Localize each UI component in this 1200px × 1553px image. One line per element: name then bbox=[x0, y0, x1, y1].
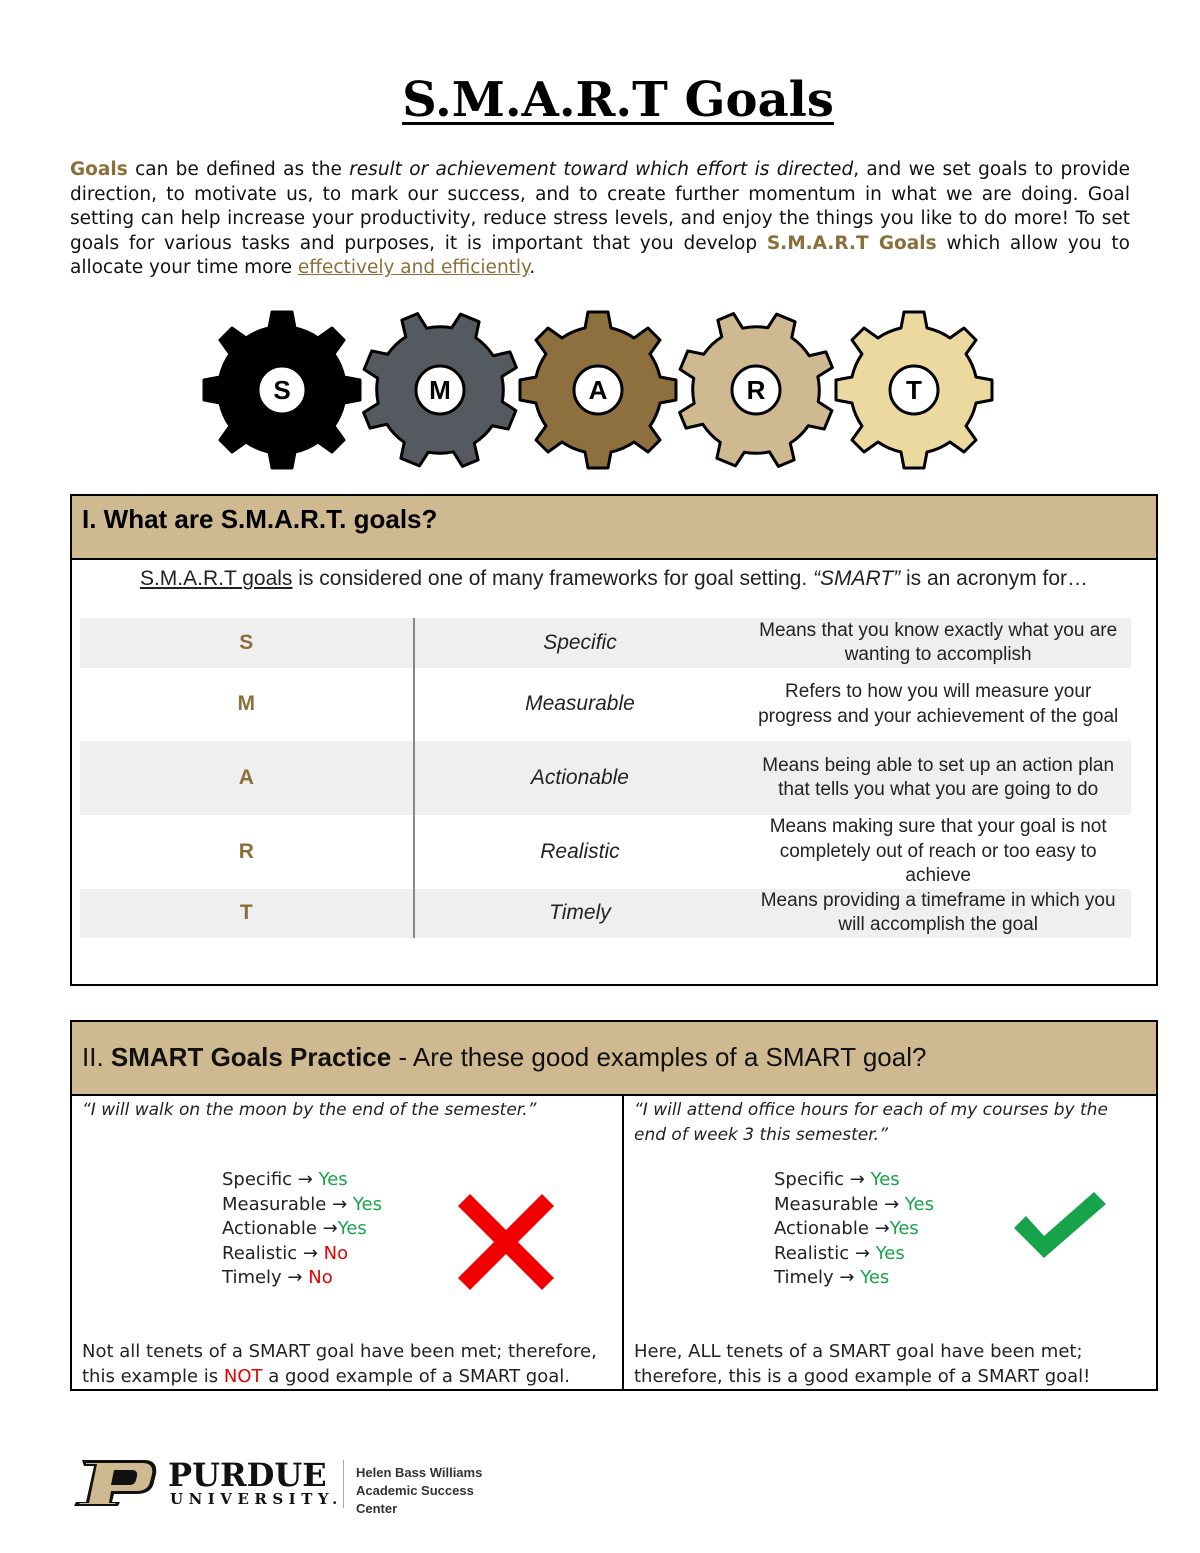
smart-acronym-table bbox=[80, 618, 1132, 938]
section-what-are-smart-goals bbox=[70, 494, 1158, 986]
row-word: Measurable bbox=[525, 692, 635, 716]
criterion-label: Timely → bbox=[774, 1267, 861, 1288]
smart-goals-term: S.M.A.R.T Goals bbox=[766, 232, 937, 254]
criterion-specific bbox=[222, 1168, 382, 1193]
criterion-value: Yes bbox=[337, 1218, 367, 1239]
table-row bbox=[80, 889, 1131, 938]
criterion-label: Realistic → bbox=[774, 1242, 876, 1264]
row-letter: A bbox=[80, 741, 414, 815]
criterion-realistic bbox=[774, 1242, 934, 1267]
gear-letter: M bbox=[429, 375, 451, 405]
intro-text: which allow you to allocate your time more bbox=[70, 232, 1131, 279]
example-quote: “I will attend office hours for each of my courses by the end of week 3 this semester.” bbox=[634, 1100, 1108, 1145]
intro-text: , and we set goals to provide direction, to motivate us, to mark our success, and to create further momentum in what we are doing. Goal setting can help increase your productivity, reduce stress levels, and enjoy the things you like to do more! To set goals for various tasks and purposes, it is important that you develop bbox=[70, 159, 1130, 254]
criterion-value: Yes bbox=[904, 1193, 934, 1215]
lead-italic: “SMART” bbox=[813, 567, 901, 590]
purdue-wordmark: PURDUE bbox=[168, 1456, 327, 1494]
example-conclusion bbox=[82, 1340, 614, 1389]
logo-divider bbox=[343, 1460, 344, 1508]
gear-letter: R bbox=[746, 375, 766, 405]
criteria-list bbox=[222, 1168, 382, 1291]
row-letter: R bbox=[80, 815, 414, 889]
intro-text: . bbox=[529, 257, 536, 279]
green-check-icon bbox=[1010, 1192, 1110, 1262]
row-description: Means making sure that your goal is not completely out of reach or too easy to achieve bbox=[769, 816, 1107, 886]
criterion-timely bbox=[222, 1266, 382, 1291]
criterion-label: Timely → bbox=[222, 1267, 309, 1288]
conclusion-text: Not all tenets of a SMART goal have been met; therefore, this example is bbox=[82, 1341, 597, 1387]
goals-term: Goals bbox=[70, 159, 128, 180]
row-description: Refers to how you will measure your progress and your achievement of the goal bbox=[758, 681, 1119, 727]
page-title: S.M.A.R.T Goals bbox=[402, 72, 834, 128]
example-good bbox=[624, 1096, 1156, 1391]
table-row bbox=[80, 741, 1131, 815]
row-description: Means being able to set up an action plan that tells you what you are going to do bbox=[745, 741, 1131, 815]
heading-bold: SMART Goals Practice bbox=[110, 1042, 392, 1072]
conclusion-not: NOT bbox=[223, 1365, 263, 1387]
gear-letter: S bbox=[273, 375, 291, 405]
efficiency-link[interactable]: effectively and efficiently bbox=[297, 257, 530, 279]
lead-term: S.M.A.R.T goals bbox=[139, 567, 293, 590]
row-description: Means providing a timeframe in which you will accomplish the goal bbox=[745, 889, 1131, 938]
criterion-value: Yes bbox=[870, 1169, 900, 1190]
criterion-measurable bbox=[774, 1193, 934, 1218]
row-letter: T bbox=[80, 889, 414, 938]
criterion-label: Specific → bbox=[774, 1169, 871, 1190]
gear-letter: A bbox=[588, 375, 608, 405]
criterion-value: Yes bbox=[352, 1193, 382, 1215]
row-letter: M bbox=[80, 668, 414, 741]
criterion-label: Actionable → bbox=[222, 1218, 338, 1239]
intro-paragraph bbox=[70, 158, 1130, 281]
section-2-heading bbox=[72, 1022, 1156, 1096]
criterion-label: Realistic → bbox=[222, 1242, 324, 1264]
example-quote: “I will walk on the moon by the end of the semester.” bbox=[82, 1100, 537, 1120]
center-line-1: Helen Bass Williams bbox=[356, 1465, 483, 1480]
section-smart-goals-practice bbox=[70, 1020, 1158, 1391]
criterion-value: Yes bbox=[860, 1267, 890, 1288]
heading-question: - Are these good examples of a SMART goal? bbox=[391, 1042, 927, 1072]
criterion-realistic bbox=[222, 1242, 382, 1267]
example-conclusion: Here, ALL tenets of a SMART goal have been met; therefore, this is a good example of a SMART goal! bbox=[634, 1341, 1091, 1387]
conclusion-text: a good example of a SMART goal. bbox=[262, 1365, 570, 1387]
academic-center-name bbox=[356, 1464, 510, 1518]
intro-text: can be defined as the bbox=[127, 159, 350, 180]
lead-text: is considered one of many frameworks for goal setting. bbox=[292, 567, 814, 590]
example-bad bbox=[72, 1096, 624, 1391]
criterion-value: Yes bbox=[875, 1242, 905, 1264]
section-1-heading: I. What are S.M.A.R.T. goals? bbox=[72, 496, 1156, 560]
smart-gears-graphic bbox=[200, 308, 1000, 474]
criterion-actionable bbox=[774, 1217, 934, 1242]
gear-letter: T bbox=[906, 375, 922, 405]
criterion-label: Actionable → bbox=[774, 1218, 890, 1239]
red-x-icon bbox=[456, 1192, 556, 1292]
row-word: Specific bbox=[414, 618, 746, 668]
university-wordmark: UNIVERSITY. bbox=[170, 1490, 343, 1508]
row-letter: S bbox=[80, 618, 414, 668]
table-row bbox=[80, 618, 1131, 668]
criterion-measurable bbox=[222, 1193, 382, 1218]
criteria-list bbox=[774, 1168, 934, 1291]
center-line-2: Academic Success Center bbox=[356, 1483, 474, 1516]
lead-text: is an acronym for… bbox=[900, 567, 1089, 590]
purdue-p-icon bbox=[70, 1458, 158, 1508]
row-word: Actionable bbox=[414, 741, 746, 815]
purdue-logo bbox=[70, 1456, 510, 1516]
criterion-label: Specific → bbox=[222, 1169, 319, 1190]
criterion-label: Measurable → bbox=[774, 1193, 905, 1215]
criterion-value: No bbox=[323, 1242, 349, 1264]
criterion-label: Measurable → bbox=[222, 1193, 353, 1215]
table-row bbox=[80, 815, 1131, 889]
criterion-value: Yes bbox=[318, 1169, 348, 1190]
criterion-timely bbox=[774, 1266, 934, 1291]
criterion-actionable bbox=[222, 1217, 382, 1242]
row-word: Timely bbox=[414, 889, 746, 938]
table-row bbox=[80, 668, 1131, 741]
row-word: Realistic bbox=[540, 839, 620, 863]
intro-definition: result or achievement toward which effort is directed bbox=[349, 159, 854, 180]
criterion-value: Yes bbox=[889, 1218, 919, 1239]
section-1-lead bbox=[72, 564, 1156, 608]
heading-prefix: II. bbox=[82, 1042, 111, 1072]
criterion-specific bbox=[774, 1168, 934, 1193]
criterion-value: No bbox=[308, 1267, 333, 1288]
row-description: Means that you know exactly what you are wanting to accomplish bbox=[745, 618, 1131, 668]
